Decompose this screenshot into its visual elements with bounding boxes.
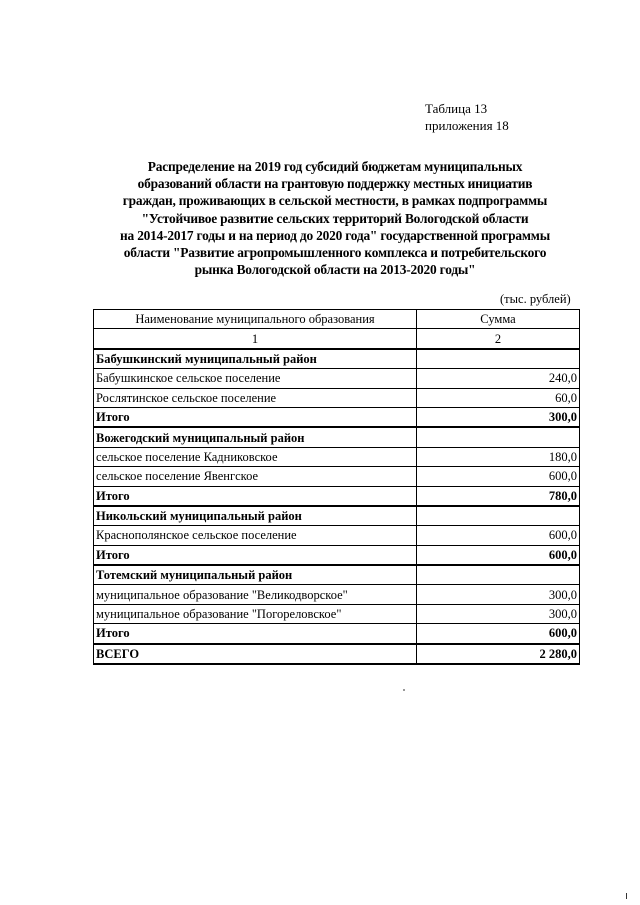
subtotal-row (94, 486, 580, 506)
table-header-row (94, 310, 580, 329)
row-name: Бабушкинское сельское поселение (94, 369, 417, 388)
row-name: Рослятинское сельское поселение (94, 388, 417, 407)
table-row (94, 388, 580, 407)
district-row (94, 506, 580, 526)
row-value: 600,0 (417, 545, 580, 565)
scan-speck (403, 689, 405, 691)
title-line: образований области на грантовую поддержку местных инициатив (137, 176, 533, 192)
title-line: Распределение на 2019 год субсидий бюджетам муниципальных (147, 159, 523, 174)
column-number-row (94, 329, 580, 349)
title-line: рынка Вологодской области на 2013-2020 годы" (194, 262, 476, 278)
row-name: Итого (94, 624, 417, 644)
row-name: Краснополянское сельское поселение (94, 526, 417, 545)
row-value: 300,0 (417, 604, 580, 623)
row-value: 300,0 (417, 407, 580, 427)
row-value: 60,0 (417, 388, 580, 407)
title-line: области "Развитие агропромышленного комплекса и потребительского (123, 245, 547, 261)
row-value (417, 427, 580, 447)
column-header-sum: Сумма (417, 310, 580, 329)
row-name: Итого (94, 486, 417, 506)
row-value: 600,0 (417, 467, 580, 486)
row-name: ВСЕГО (94, 644, 417, 664)
table-number: Таблица 13 (425, 101, 488, 116)
appendix-number: приложения 18 (425, 118, 509, 133)
table-row (94, 526, 580, 545)
row-value: 600,0 (417, 526, 580, 545)
row-value: 2 280,0 (417, 644, 580, 664)
table-row (94, 467, 580, 486)
title-line: "Устойчивое развитие сельских территорий Вологодской области (141, 210, 529, 226)
units-label: (тыс. рублей) (500, 292, 571, 306)
row-name: муниципальное образование "Погореловское" (94, 604, 417, 623)
table-reference (425, 100, 509, 134)
district-row (94, 349, 580, 369)
column-header-name: Наименование муниципального образования (94, 310, 417, 329)
title-line: граждан, проживающих в сельской местности, в рамках подпрограммы (122, 193, 548, 209)
title-line: на 2014-2017 годы и на период до 2020 года" государственной программы (120, 227, 550, 243)
row-name: сельское поселение Явенгское (94, 467, 417, 486)
table-row (94, 585, 580, 604)
row-name: Итого (94, 407, 417, 427)
row-name: Вожегодский муниципальный район (94, 427, 417, 447)
subsidy-table (93, 309, 580, 665)
document-title (88, 158, 582, 278)
row-value: 240,0 (417, 369, 580, 388)
row-name: Итого (94, 545, 417, 565)
row-value (417, 349, 580, 369)
row-value: 600,0 (417, 624, 580, 644)
subtotal-row (94, 407, 580, 427)
column-number: 1 (94, 329, 417, 349)
row-value (417, 506, 580, 526)
row-value: 780,0 (417, 486, 580, 506)
grand-total-row (94, 644, 580, 664)
table-row (94, 604, 580, 623)
row-name: Тотемский муниципальный район (94, 565, 417, 585)
table-row (94, 369, 580, 388)
row-name: Никольский муниципальный район (94, 506, 417, 526)
row-name: сельское поселение Кадниковское (94, 447, 417, 466)
district-row (94, 427, 580, 447)
row-name: муниципальное образование "Великодворское" (94, 585, 417, 604)
subtotal-row (94, 624, 580, 644)
row-value: 180,0 (417, 447, 580, 466)
table-row (94, 447, 580, 466)
column-number: 2 (417, 329, 580, 349)
district-row (94, 565, 580, 585)
row-value (417, 565, 580, 585)
scan-speck (626, 893, 627, 899)
row-name: Бабушкинский муниципальный район (94, 349, 417, 369)
subtotal-row (94, 545, 580, 565)
row-value: 300,0 (417, 585, 580, 604)
